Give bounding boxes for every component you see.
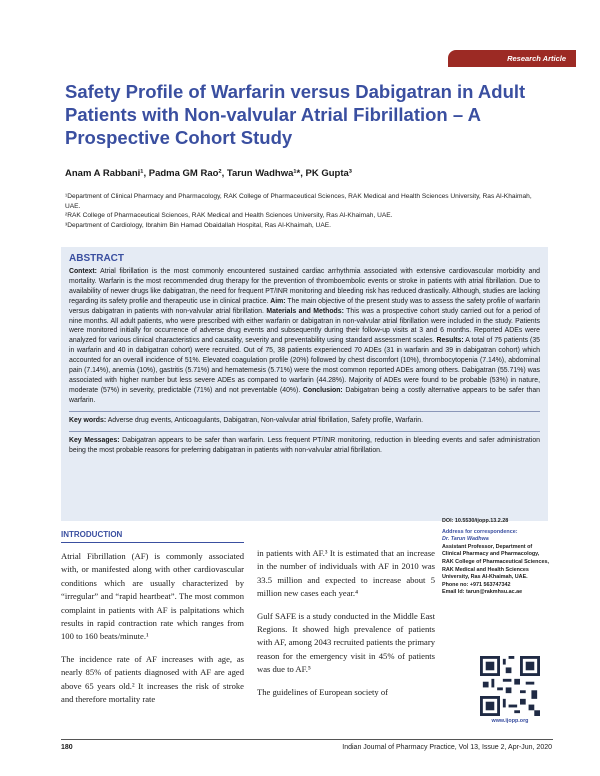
affiliation-3: ³Department of Cardiology, Ibrahim Bin Hamad Obaidallah Hospital, Ras Al-Khaimah, UAE.	[65, 222, 331, 229]
abstract-text	[69, 267, 540, 406]
correspondence-sidebar	[442, 518, 552, 597]
doi: DOI: 10.5530/ijopp.13.2.28	[442, 518, 509, 524]
intro-paragraph-5: The guidelines of European society of	[257, 686, 389, 697]
affiliation-1: ¹Department of Clinical Pharmacy and Pharmacology, RAK College of Pharmaceutical Sciences, RAK Medical and Health Sciences University, Ras Al-Khaimah, UAE.	[65, 193, 532, 210]
footer-divider	[61, 739, 553, 740]
qr-code-icon[interactable]	[480, 656, 540, 716]
results-label: Results:	[434, 337, 464, 345]
key-messages-text: Dabigatran appears to be safer than warfarin. Less frequent PT/INR monitoring, reduction in bleeding events and safer administration being the most probable reasons for preferring dabigatran in patients with non-valvular atrial fibrillation.	[69, 436, 540, 454]
keywords-divider	[69, 431, 540, 432]
address-label: Address for correspondence:	[442, 528, 518, 535]
abstract-heading: ABSTRACT	[69, 253, 124, 264]
methods-label: Materials and Methods:	[263, 307, 344, 315]
key-messages-label: Key Messages:	[69, 436, 120, 444]
abstract-box	[61, 247, 548, 521]
correspondent-address: Assistant Professor, Department of Clinical Pharmacy and Pharmacology, RAK College of Pharmaceutical Sciences, RAK Medical and Health Sciences University, Ras Al-Khaimah, UAE.	[442, 543, 549, 581]
intro-paragraph-2: The incidence rate of AF increases with age, as nearly 85% of patients diagnosed with AF are aged above 65 years old.² It increases the risk of stroke and therefore mortality rate	[61, 653, 244, 705]
conclusion-label: Conclusion:	[300, 386, 343, 394]
results-text: A total of 75 patients (35 in warfarin and 40 in dabigatran cohort) were recruited. Out of 75, 38 patients experienced 70 ADEs (31 in warfarin and 39 in dabigatran cohort) which accounted for an overall incidence of 51%. Elevated coagulation profile (20%) followed by chest discomfort (10%), thrombocytopenia (7.14%), abdominal pain (7.14%), anemia (10%), gastritis (5.71%) and hematemesis (5.71%) were the most common reported ADEs among others. Dabigatran (55.71%) was associated with higher number but less severe ADEs as compared to warfarin (44.28%). Majority of ADEs were found to be probable (53%) in nature, moderate (57%) in severity, predictable (71%) and not preventable (40%).	[69, 337, 541, 394]
affiliation-2: ²RAK College of Pharmaceutical Sciences, RAK Medical and Health Sciences University, Ras Al-Khaimah, UAE.	[65, 212, 393, 219]
article-type-badge: Research Article	[448, 50, 576, 67]
article-title: Safety Profile of Warfarin versus Dabigatran in Adult Patients with Non-valvular Atrial Fibrillation – A Prospective Cohort Study	[65, 81, 526, 148]
context-text: Atrial fibrillation is the most commonly encountered sustained cardiac arrhythmia associated with extensive cardiovascular morbidity and mortality. Warfarin is the most recommended drug therapy for the prevention of thromboembolic events or stroke in patients with atrial fibrillation. Due to availability of newer drugs like dabigatran, the need for frequent PT/INR monitoring and bleeding risk has reduced drastically. Although, studies are lacking regarding its safety profile and therapeutic use in clinical practice.	[69, 268, 540, 305]
correspondent-name: Dr. Tarun Wadhwa	[442, 536, 489, 543]
left-column	[61, 530, 244, 715]
conclusion-text: Dabigatran being a costly alternative appears to be safer than warfarin.	[69, 386, 540, 404]
correspondent-phone: Phone no: +971 563747342	[442, 581, 511, 588]
intro-paragraph-1: Atrial Fibrillation (AF) is commonly associated with, or manifested along with other cardiovascular conditions which are usually characterized by “irregular” and “rapid heartbeat”. The most common complaint in patients with AF is palpitations which results in rapid contraction rate which ranges from 100 to 160 beats/minute.¹	[61, 551, 244, 642]
keywords-text: Adverse drug events, Anticoagulants, Dabigatran, Non-valvular atrial fibrillation, Safety profile, Warfarin.	[106, 416, 424, 424]
journal-url[interactable]: www.ijopp.org	[491, 718, 529, 724]
intro-paragraph-4: Gulf SAFE is a study conducted in the Middle East Regions. It showed high prevalence of patients with AF, among 2043 recruited patients the primary reason for the emergency visit in 45% of patients was due to AF.⁵	[257, 610, 435, 675]
journal-citation: Indian Journal of Pharmacy Practice, Vol 13, Issue 2, Apr-Jun, 2020	[342, 744, 552, 751]
correspondent-email[interactable]: Email Id: tarun@rakmhsu.ac.ae	[442, 589, 523, 596]
middle-column	[257, 547, 435, 708]
key-messages	[69, 436, 540, 456]
keywords	[69, 416, 540, 426]
intro-paragraph-3: in patients with AF.³ It is estimated that an increase in the number of individuals with AF in 2010 was 33.5 million and expected to increase about 5 million new cases each year.⁴	[257, 548, 435, 599]
methods-text: This was a prospective cohort study carried out for a period of nine months. All adult patients, who were prescribed with either warfarin or dabigatran in non-valvular atrial fibrillation were included in the study. Patients were monitored initially for occurrence of adverse drug events and subsequently during their follow-up visits at 3 and 6 months. Reported ADEs were analyzed for various clinical characteristics and causality, severity and preventability using standard assessment scales.	[69, 307, 540, 345]
aim-label: Aim:	[268, 297, 286, 305]
keywords-label: Key words:	[69, 416, 107, 424]
introduction-heading: INTRODUCTION	[61, 530, 244, 543]
page-number: 180	[61, 744, 73, 751]
abstract-divider	[69, 411, 540, 412]
aim-text: The main objective of the present study was to assess the safety profile of warfarin versus dabigatran in patients with non-valvular atrial fibrillation.	[69, 297, 540, 315]
context-label: Context:	[69, 268, 97, 275]
author-list: Anam A Rabbani¹, Padma GM Rao², Tarun Wadhwa¹*, PK Gupta³	[65, 168, 352, 179]
